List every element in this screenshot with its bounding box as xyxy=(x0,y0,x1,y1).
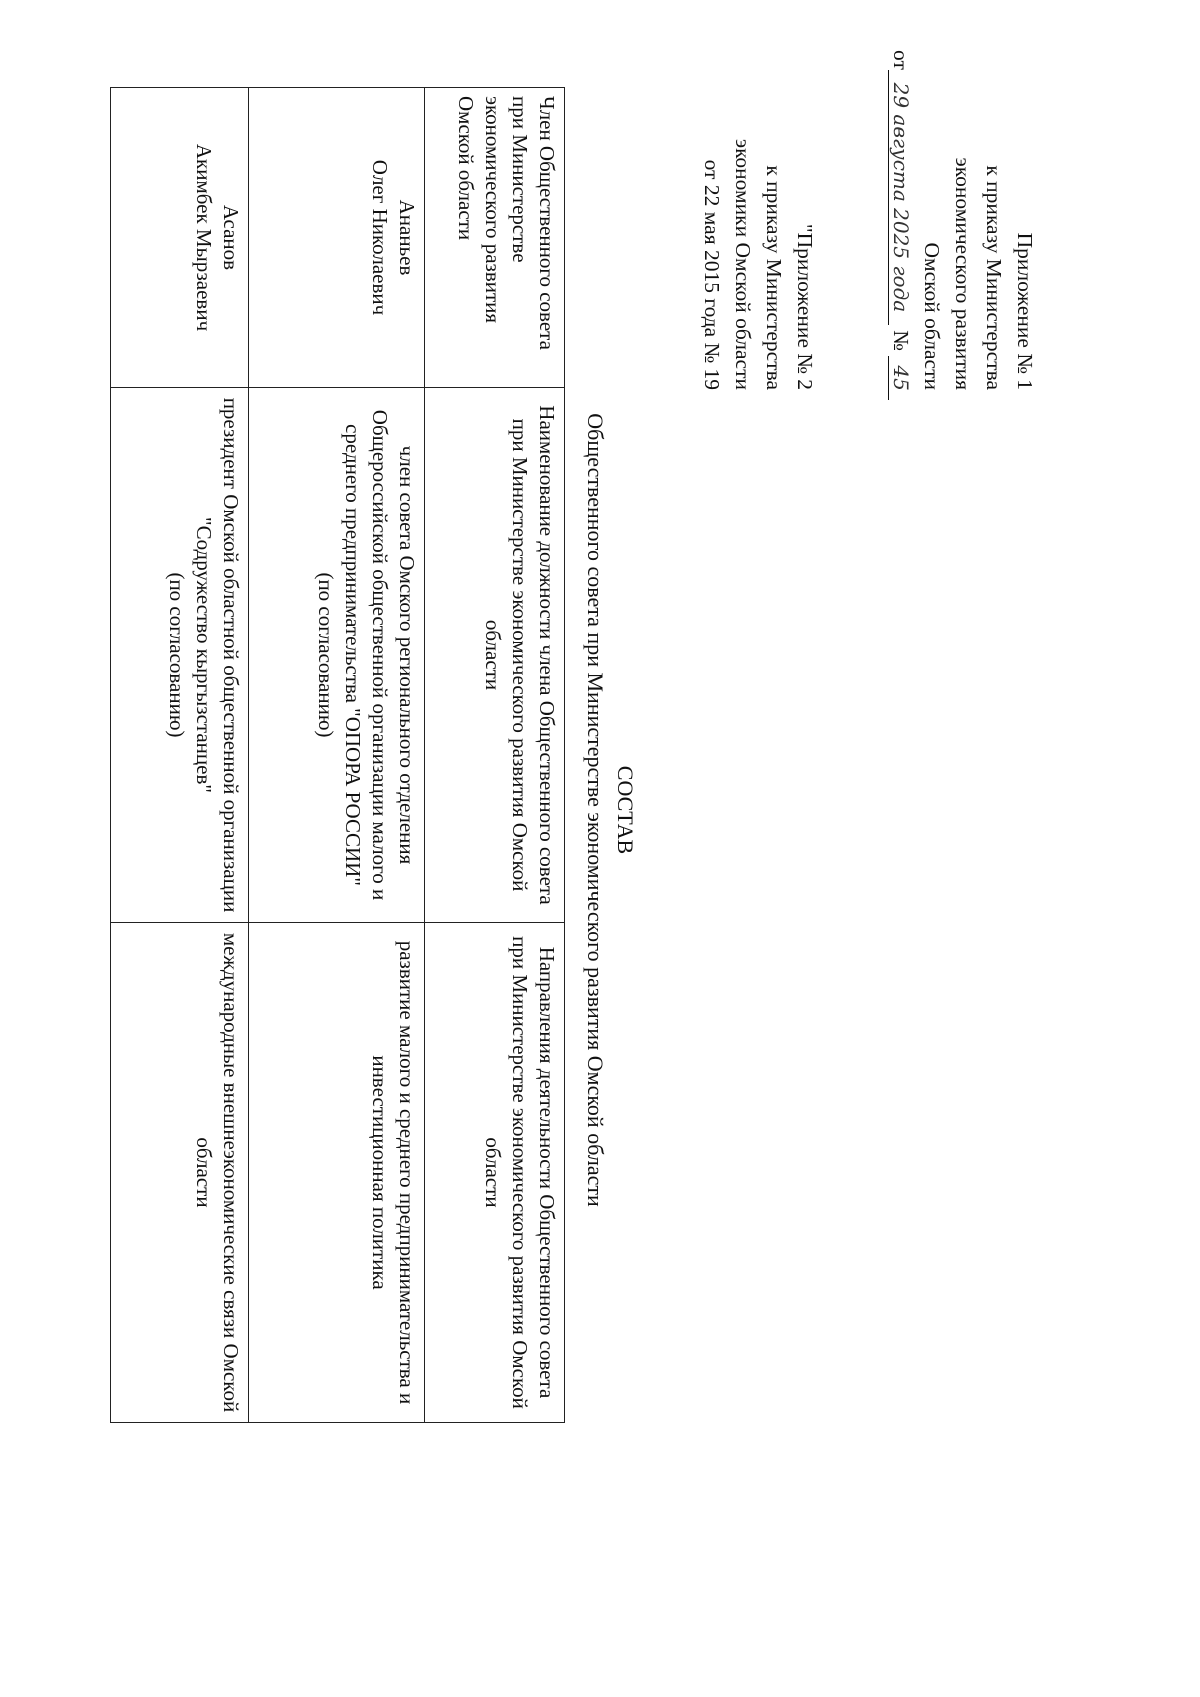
council-roster-table xyxy=(110,87,565,1423)
header-direction: Направления деятельности Общественного совета при Министерстве экономического развития Омской области xyxy=(425,923,565,1423)
position-text: член совета Омского регионального отделения Общероссийской общественной организации малого и среднего предпринимательства "ОПОРА РОССИИ" xyxy=(341,409,419,901)
position-note: (по согласованию) xyxy=(314,572,338,738)
appendix-1-order-ref: к приказу Министерства xyxy=(982,165,1006,390)
member-name: Олег Николаевич xyxy=(368,159,392,316)
header-member: Член Общественного совета при Министерстве экономического развития Омской области xyxy=(425,88,565,388)
position-cell xyxy=(111,388,249,923)
member-cell xyxy=(111,88,249,388)
document-title: СОСТАВ xyxy=(613,765,638,855)
position-text: президент Омской областной общественной организации "Содружество кыргызстанцев" xyxy=(192,397,243,913)
member-cell xyxy=(249,88,425,388)
table-row xyxy=(111,88,249,1423)
header-position: Наименование должности члена Общественного совета при Министерстве экономического развития Омской области xyxy=(425,388,565,923)
appendix-2-order-ref: к приказу Министерства xyxy=(762,165,786,390)
appendix-2-number: "Приложение № 2 xyxy=(793,223,817,390)
table-row xyxy=(249,88,425,1423)
appendix-2-date: от 22 мая 2015 года № 19 xyxy=(700,159,724,390)
handwritten-date: 29 августа 2025 года xyxy=(888,70,913,325)
appendix-1-date-line xyxy=(885,50,916,390)
member-surname: Ананьев xyxy=(395,199,419,276)
member-name: Акимбек Мырзаевич xyxy=(192,143,216,332)
table-header-row xyxy=(425,88,565,1423)
appendix-1-ministry: экономического развития xyxy=(951,157,975,390)
appendix-1-header xyxy=(885,50,1040,390)
number-label: № xyxy=(889,330,913,351)
appendix-1-number: Приложение № 1 xyxy=(1013,232,1037,390)
document-title-block xyxy=(580,260,640,1360)
appendix-2-header xyxy=(696,50,820,390)
direction-cell: развитие малого и среднего предпринимательства и инвестиционная политика xyxy=(249,923,425,1423)
direction-cell: международные внешнеэкономические связи Омской области xyxy=(111,923,249,1423)
document-subtitle: Общественного совета при Министерстве экономического развития Омской области xyxy=(583,413,608,1207)
handwritten-number: 45 xyxy=(888,356,913,400)
appendix-1-region: Омской области xyxy=(920,242,944,390)
position-cell xyxy=(249,388,425,923)
appendix-2-ministry: экономики Омской области xyxy=(731,138,755,390)
position-note: (по согласованию) xyxy=(165,572,189,738)
member-surname: Асанов xyxy=(219,204,243,271)
date-prefix: от xyxy=(889,50,913,70)
